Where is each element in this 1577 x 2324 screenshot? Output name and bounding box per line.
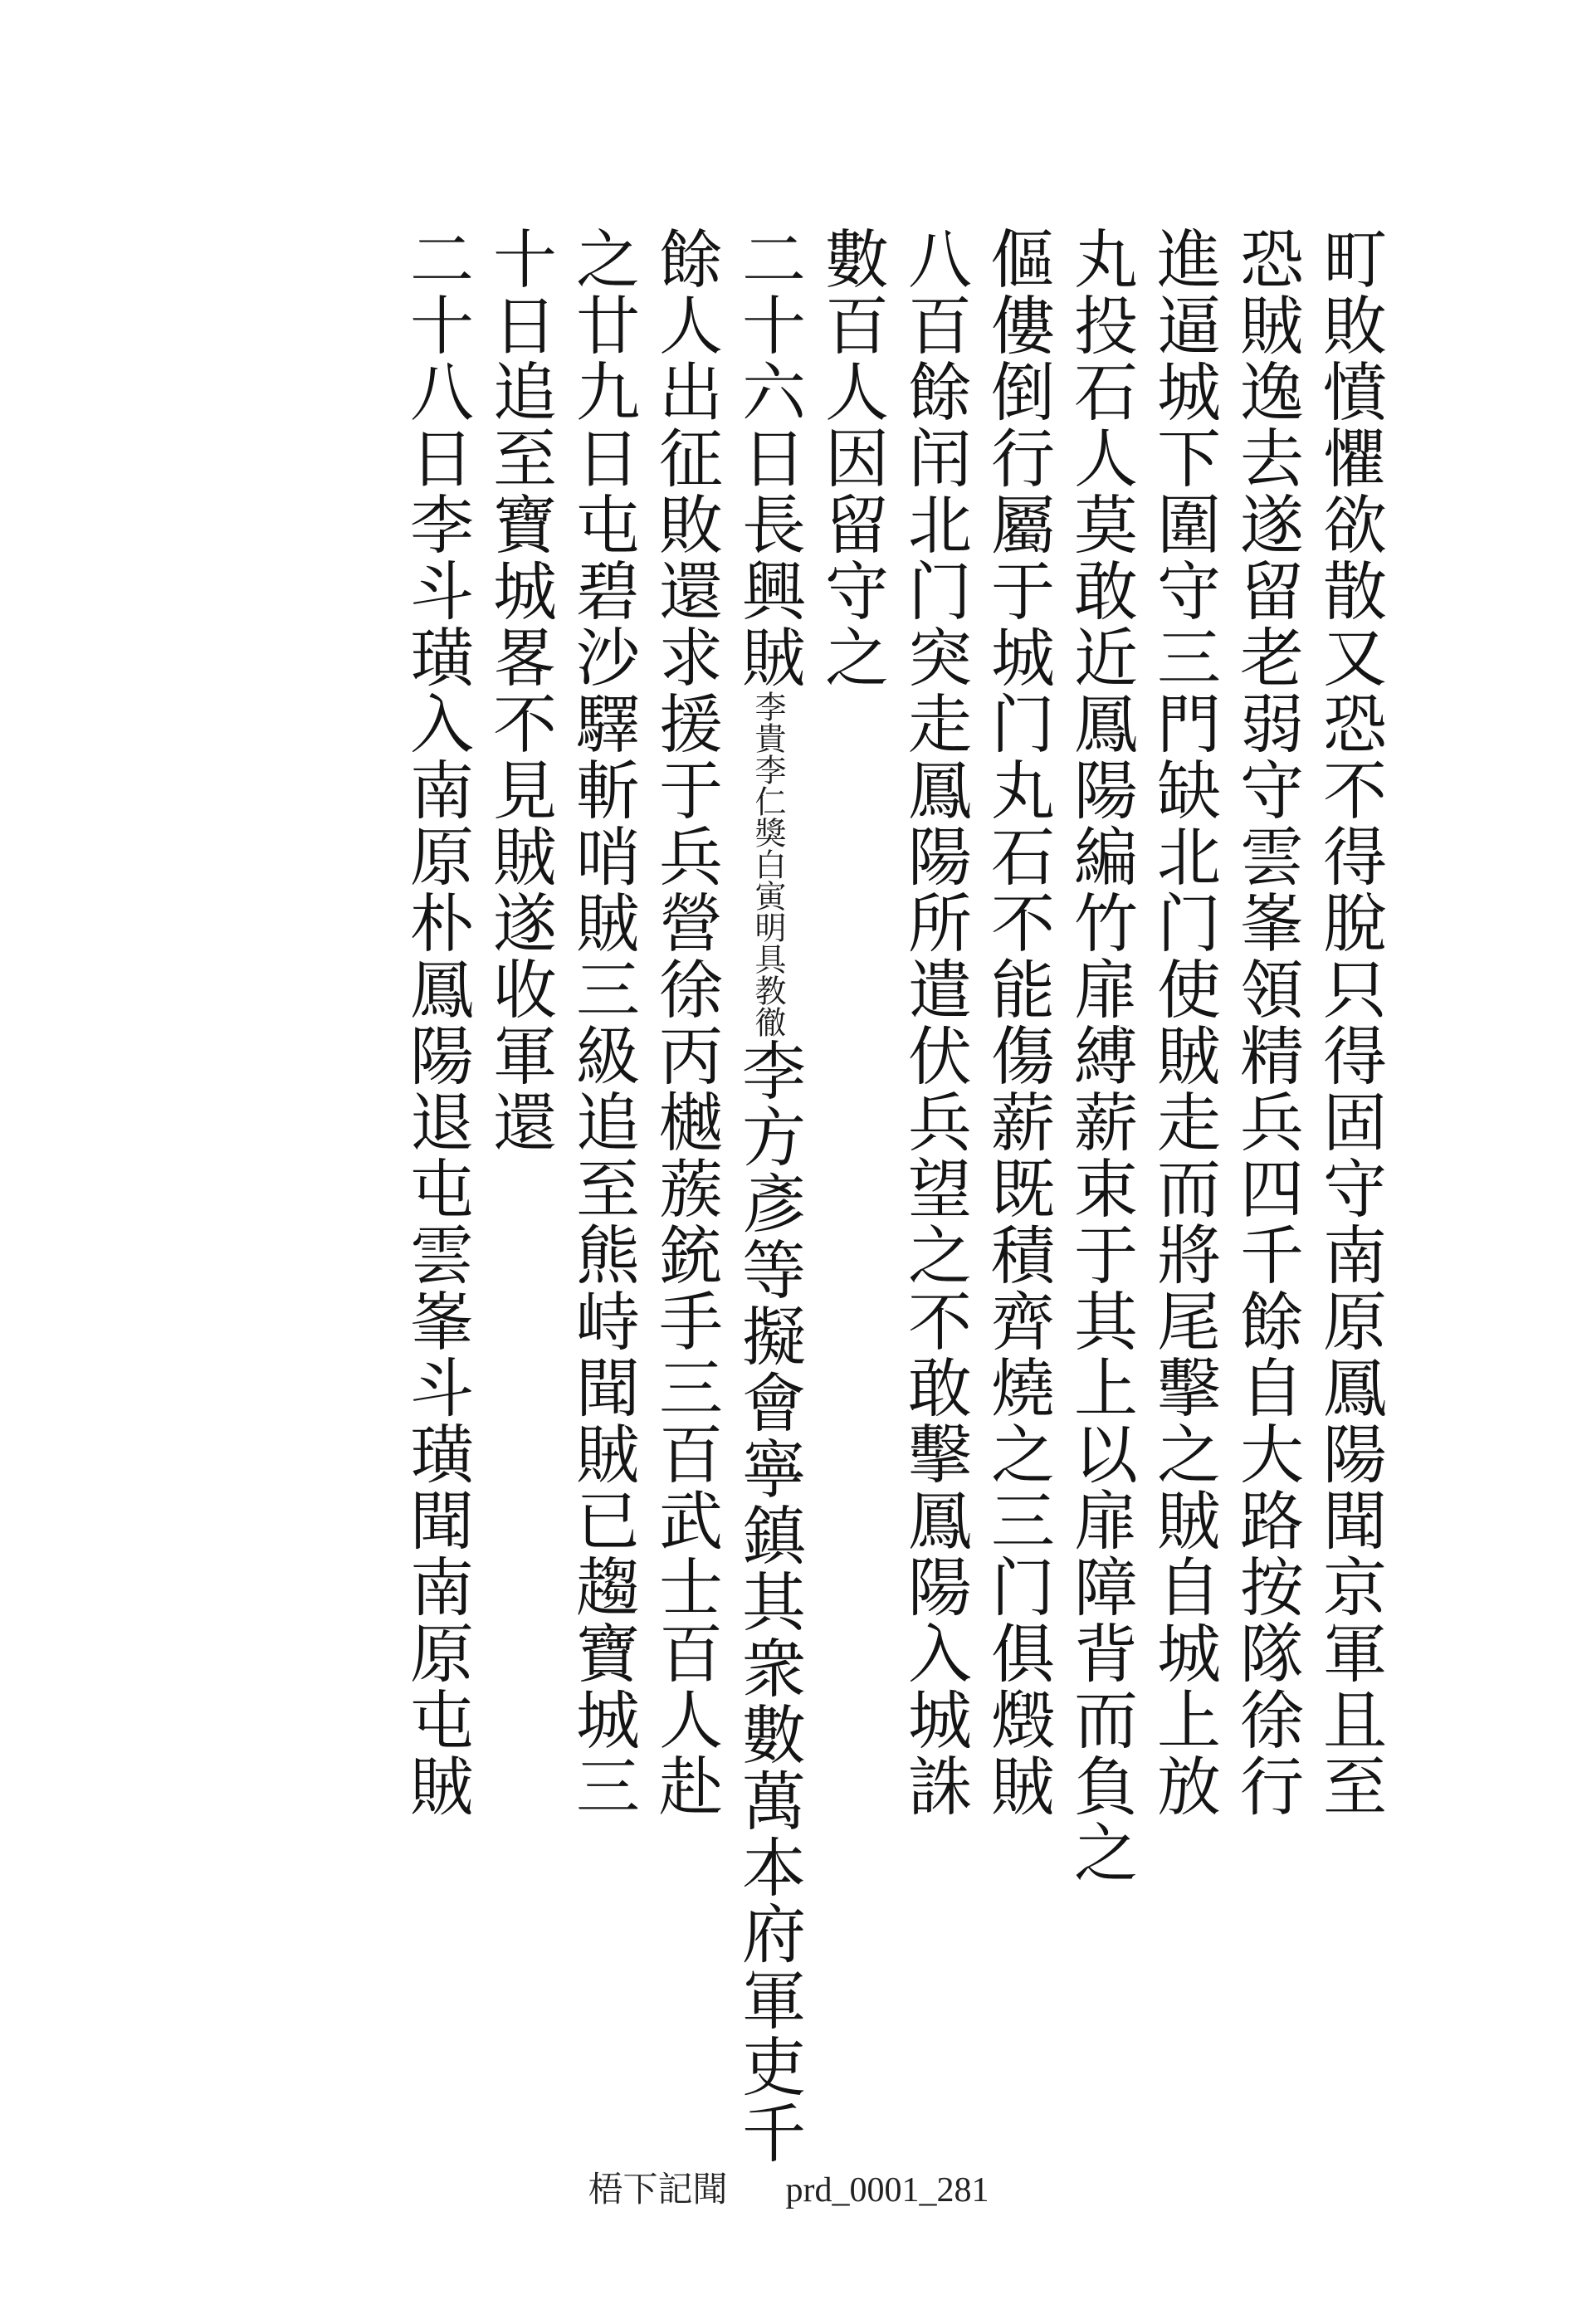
text-column-8-part-2: 李方彥等擬會寧鎮其衆數萬本府軍吏千	[731, 1038, 805, 2166]
text-column-8	[726, 226, 809, 2166]
text-column-1: 町敗憤懼欲散又恐不得脫只得固守南原鳳陽聞京軍且至	[1312, 226, 1386, 1819]
text-column-6: 八百餘闬北门突走鳳陽所遣伏兵望之不敢擊鳳陽入城誅	[897, 226, 971, 1819]
text-column-4: 丸投石人莫敢近鳳陽編竹扉縛薪束于其上以扉障背而負之	[1063, 226, 1137, 1886]
text-column-7: 數百人因留守之	[814, 226, 888, 691]
page-footer	[0, 2162, 1577, 2212]
vertical-text-block	[328, 226, 1390, 2166]
text-column-10: 之廿九日屯碧沙驛斬哨賊三級追至熊峙聞賊已趨寶城三	[565, 226, 639, 1819]
footer-page-id: prd_0001_281	[785, 2171, 989, 2209]
text-column-5: 傴僂倒行屬于城门丸石不能傷薪既積齊燒之三门俱燬賊	[980, 226, 1054, 1819]
text-column-12: 二十八日李斗璜入南原朴鳳陽退屯雲峯斗璜聞南原屯賊	[399, 226, 473, 1819]
text-column-3: 進逼城下圍守三門缺北门使賊走而將尾擊之賊自城上放	[1146, 226, 1220, 1819]
footer-book-title: 梧下記聞	[588, 2171, 728, 2209]
text-column-8-part-1: 二十六日長興賊	[731, 226, 805, 691]
interlinear-note: 李貴李仁獎白寅明具教徹	[749, 691, 786, 1038]
text-column-2: 恐賊逸去遂留老弱守雲峯領精兵四千餘自大路按隊徐行	[1229, 226, 1303, 1819]
text-column-9: 餘人出征敗還求援于兵營徐丙樾蔟銃手三百武士百人赴	[648, 226, 722, 1819]
text-column-11: 十日追至寶城畧不見賊遂收軍還	[482, 226, 556, 1155]
